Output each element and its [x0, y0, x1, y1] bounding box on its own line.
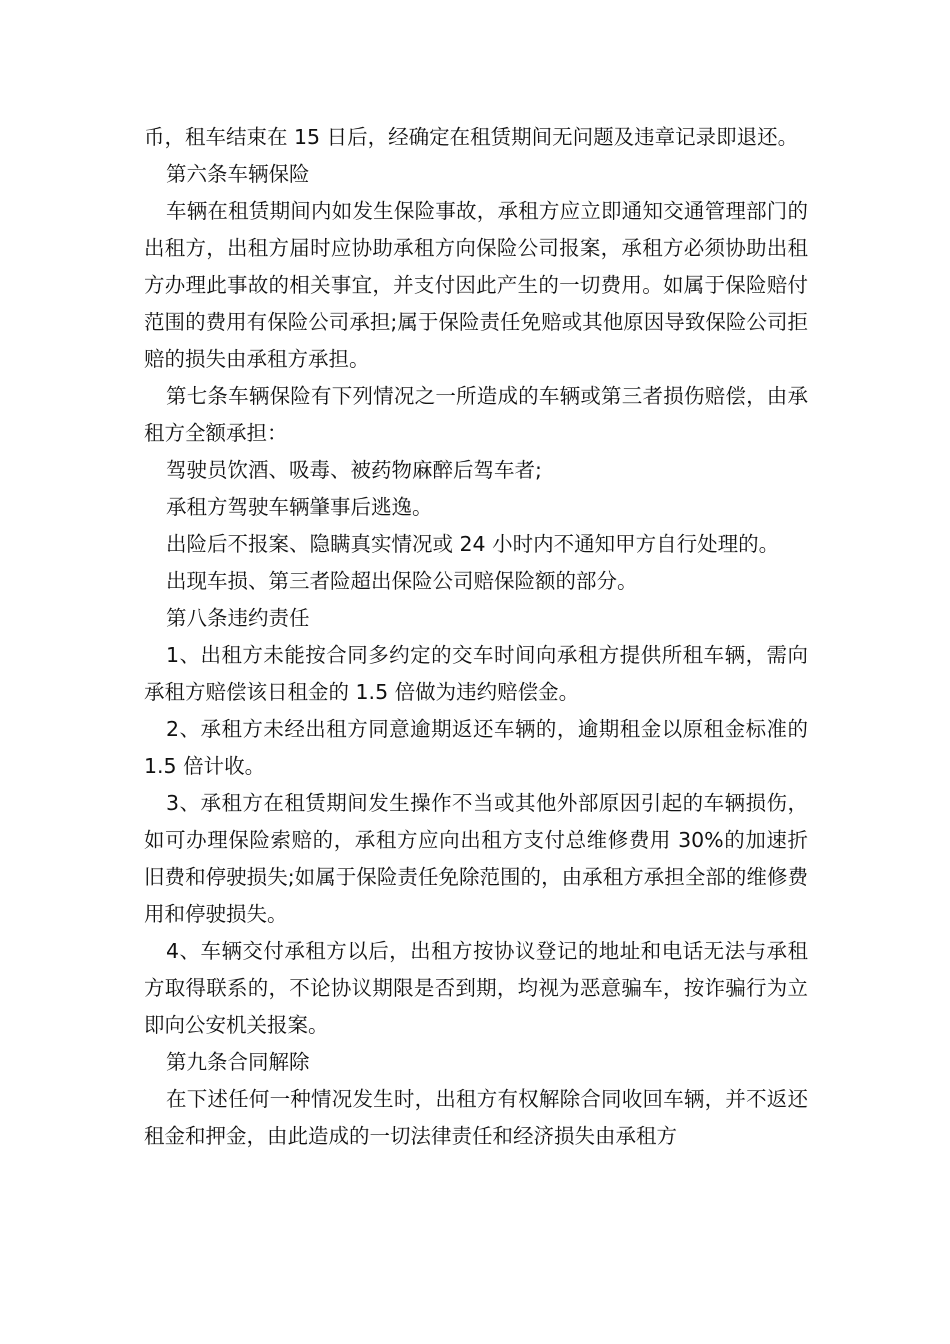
heading-article-8-breach: 第八条违约责任: [166, 606, 310, 630]
list-item-excess-damage: 出现车损、第三者险超出保险公司赔保险额的部分。: [166, 569, 638, 593]
clause-breach-2: 2、承租方未经出租方同意逾期返还车辆的，逾期租金以原租金标准的 1.5 倍计收。: [144, 717, 808, 778]
paragraph-article-7-liability: 第七条车辆保险有下列情况之一所造成的车辆或第三者损伤赔偿，由承租方全额承担：: [144, 384, 808, 445]
paragraph-termination-conditions: 在下述任何一种情况发生时，出租方有权解除合同收回车辆，并不返还租金和押金，由此造成的一切法律责任和经济损失由承租方: [144, 1087, 808, 1148]
heading-article-9-termination: 第九条合同解除: [166, 1050, 310, 1074]
list-item-hit-and-run: 承租方驾驶车辆肇事后逃逸。: [166, 495, 433, 519]
clause-breach-1: 1、出租方未能按合同多约定的交车时间向承租方提供所租车辆，需向承租方赔偿该日租金的 1.5 倍做为违约赔偿金。: [144, 643, 808, 704]
paragraph-deposit-refund: 币，租车结束在 15 日后，经确定在租赁期间无问题及违章记录即退还。: [144, 125, 799, 149]
paragraph-insurance-accident: 车辆在租赁期间内如发生保险事故，承租方应立即通知交通管理部门的出租方，出租方届时应协助承租方向保险公司报案，承租方必须协助出租方办理此事故的相关事宜，并支付因此产生的一切费用。如属于保险赔付范围的费用有保险公司承担;属于保险责任免赔或其他原因导致保险公司拒赔的损失由承租方承担。: [144, 199, 808, 371]
clause-breach-4: 4、车辆交付承租方以后，出租方按协议登记的地址和电话无法与承租方取得联系的，不论协议期限是否到期，均视为恶意骗车，按诈骗行为立即向公安机关报案。: [144, 939, 808, 1037]
list-item-drunk-driving: 驾驶员饮酒、吸毒、被药物麻醉后驾车者;: [166, 458, 542, 482]
clause-breach-3: 3、承租方在租赁期间发生操作不当或其他外部原因引起的车辆损伤，如可办理保险索赔的，承租方应向出租方支付总维修费用 30%的加速折旧费和停驶损失;如属于保险责任免除范围的，由承租方承担全部的维修费用和停驶损失。: [144, 791, 808, 926]
heading-article-6-vehicle-insurance: 第六条车辆保险: [166, 162, 310, 186]
document-body: [144, 119, 808, 1155]
list-item-unreported-accident: 出险后不报案、隐瞒真实情况或 24 小时内不通知甲方自行处理的。: [166, 532, 780, 556]
